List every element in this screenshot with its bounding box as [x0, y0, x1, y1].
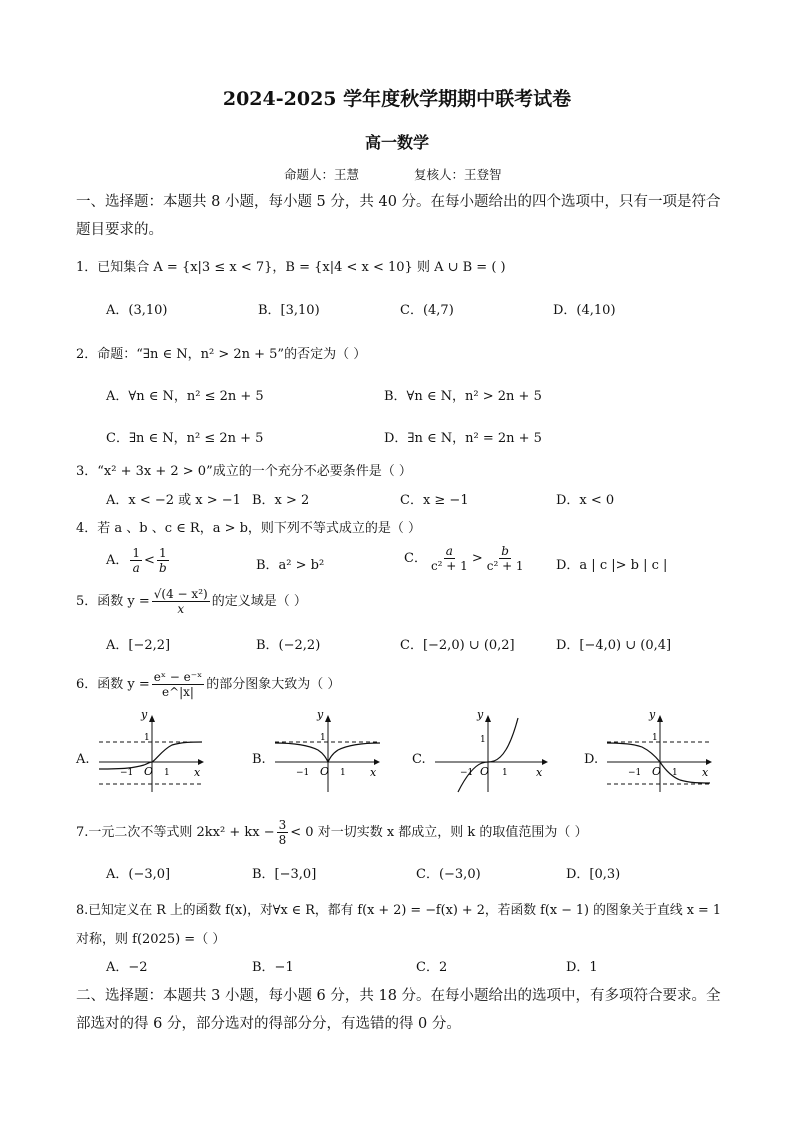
tick-one-x: 1	[340, 768, 346, 778]
tick-one-y: 1	[480, 735, 486, 745]
x-axis-arrow	[542, 759, 548, 765]
option-c-label: C．	[404, 551, 427, 566]
question-7-prefix: 7.一元二次不等式则 2kx² + kx −	[76, 825, 275, 840]
question-8-option-c[interactable]: C．2	[416, 960, 448, 975]
denominator: c² + 1	[430, 559, 468, 573]
fraction-a-over-c2-plus-1	[429, 544, 470, 573]
question-5-stem	[76, 587, 307, 616]
question-5-option-b[interactable]: B．(−2,2)	[256, 638, 321, 653]
numerator: √(4 − x²)	[153, 587, 208, 601]
y-axis-arrow	[657, 715, 663, 722]
graph-d-label: D.	[584, 752, 599, 767]
exam-title: 2024-2025 学年度秋学期期中联考试卷	[222, 88, 572, 110]
question-7-option-d[interactable]: D．[0,3)	[566, 867, 621, 882]
question-8-option-a[interactable]: A．−2	[106, 960, 148, 975]
question-5-option-d[interactable]: D．[−4,0) ∪ (0,4]	[556, 638, 672, 653]
question-5-prefix: 5．函数 y =	[76, 594, 150, 609]
question-3-option-b[interactable]: B．x > 2	[252, 493, 310, 508]
question-7-suffix: < 0 对一切实数 x 都成立，则 k 的取值范围为（ ）	[290, 825, 588, 840]
question-author: 命题人：王慧	[284, 167, 360, 182]
numerator: 1	[158, 546, 167, 560]
question-4-option-c[interactable]	[404, 544, 528, 573]
origin-label: O	[320, 765, 330, 778]
denominator: c² + 1	[486, 559, 524, 573]
graph-a-plot	[94, 712, 206, 794]
question-5-option-c[interactable]: C．[−2,0) ∪ (0,2]	[400, 638, 515, 653]
tick-one-x: 1	[502, 768, 508, 778]
fraction-1-over-b	[157, 546, 169, 575]
denominator: e^|x|	[161, 685, 194, 699]
question-5-option-a[interactable]: A．[−2,2]	[106, 638, 171, 653]
tick-one-x: 1	[672, 768, 678, 778]
fraction-3-over-8	[277, 818, 289, 847]
denominator: a	[132, 561, 140, 575]
question-7-option-a[interactable]: A．(−3,0]	[106, 867, 171, 882]
x-label: x	[536, 766, 543, 779]
origin-label: O	[144, 765, 154, 778]
tick-neg-one: −1	[120, 768, 134, 778]
question-3-option-a[interactable]: A．x < −2 或 x > −1	[106, 493, 241, 508]
x-axis-arrow	[374, 759, 380, 765]
question-1-option-a[interactable]: A．(3,10)	[106, 303, 168, 318]
numerator: 1	[132, 546, 141, 560]
exam-subject: 高一数学	[364, 133, 429, 152]
origin-label: O	[652, 765, 662, 778]
question-6-stem	[76, 670, 340, 699]
question-2-option-c[interactable]: C．∃n ∈ N，n² ≤ 2n + 5	[106, 431, 264, 446]
greater-than-sign: >	[471, 551, 483, 566]
denominator: 8	[278, 833, 287, 847]
graph-c-label: C.	[412, 752, 426, 767]
section-one-heading: 一、选择题：本题共 8 小题，每小题 5 分，共 40 分。在每小题给出的四个选项中，只有一项是符合题目要求的。	[76, 194, 721, 238]
graph-d-plot	[602, 712, 714, 794]
numerator: eˣ − e⁻ˣ	[153, 670, 203, 684]
graph-b-label: B.	[252, 752, 266, 767]
question-5-fraction	[152, 587, 210, 616]
x-label: x	[194, 766, 201, 779]
question-7-option-b[interactable]: B．[−3,0]	[252, 867, 317, 882]
question-7-stem	[76, 818, 588, 847]
question-1-option-c[interactable]: C．(4,7)	[400, 303, 454, 318]
section-two-heading: 二、选择题：本题共 3 小题，每小题 6 分，共 18 分。在每小题给出的选项中，有多项符合要求。全部选对的得 6 分，部分选对的得部分分，有选错的得 0 分。	[76, 988, 721, 1032]
y-axis-arrow	[485, 715, 491, 722]
question-6-prefix: 6．函数 y =	[76, 677, 150, 692]
question-7-option-c[interactable]: C．(−3,0)	[416, 867, 481, 882]
y-label: y	[317, 712, 324, 721]
numerator: b	[501, 544, 509, 558]
numerator: 3	[278, 818, 287, 832]
question-3-option-d[interactable]: D．x < 0	[556, 493, 615, 508]
question-8-option-b[interactable]: B．−1	[252, 960, 294, 975]
question-reviewer: 复核人：王登智	[414, 167, 502, 182]
tick-one-y: 1	[144, 733, 150, 743]
question-1-stem: 1．已知集合 A = {x|3 ≤ x < 7}，B = {x|4 < x < 10} 则 A ∪ B = ( )	[76, 260, 506, 275]
question-2-option-d[interactable]: D．∃n ∈ N，n² = 2n + 5	[384, 431, 542, 446]
denominator: x	[177, 602, 185, 616]
tick-neg-one: −1	[628, 768, 642, 778]
question-4-option-b[interactable]: B．a² > b²	[256, 558, 325, 573]
question-2-option-a[interactable]: A．∀n ∈ N，n² ≤ 2n + 5	[106, 389, 264, 404]
question-2-stem: 2．命题：“∃n ∈ N，n² > 2n + 5”的否定为（ ）	[76, 347, 367, 362]
question-8-stem-line-1: 8.已知定义在 R 上的函数 f(x)，对∀x ∈ R，都有 f(x + 2) = −f(x) + 2，若函数 f(x − 1) 的图象关于直线 x = 1	[76, 903, 721, 918]
x-label: x	[370, 766, 377, 779]
x-label: x	[702, 766, 709, 779]
question-3-option-c[interactable]: C．x ≥ −1	[400, 493, 469, 508]
tick-one-x: 1	[164, 768, 170, 778]
fraction-b-over-c2-plus-1	[485, 544, 526, 573]
y-label: y	[649, 712, 656, 721]
numerator: a	[445, 544, 453, 558]
question-1-option-b[interactable]: B．[3,10)	[258, 303, 320, 318]
graph-c-plot	[430, 712, 550, 794]
question-8-option-d[interactable]: D．1	[566, 960, 598, 975]
tick-one-y: 1	[652, 733, 658, 743]
question-8-stem-line-2: 对称，则 f(2025) =（ ）	[76, 932, 226, 947]
question-4-option-a[interactable]	[106, 546, 171, 575]
origin-label: O	[480, 765, 490, 778]
option-a-label: A．	[106, 553, 129, 568]
denominator: b	[158, 561, 167, 575]
tick-neg-one: −1	[296, 768, 310, 778]
x-axis-arrow	[198, 759, 204, 765]
fraction-1-over-a	[130, 546, 142, 575]
less-than-sign: <	[144, 553, 155, 568]
question-3-stem: 3．“x² + 3x + 2 > 0”成立的一个充分不必要条件是（ ）	[76, 464, 412, 479]
question-4-option-d[interactable]: D．a | c |> b | c |	[556, 558, 668, 573]
question-5-suffix: 的定义域是（ ）	[211, 594, 307, 609]
y-label: y	[477, 712, 484, 721]
graph-a-label: A.	[76, 752, 90, 767]
question-4-stem: 4．若 a 、b 、c ∈ R，a > b，则下列不等式成立的是（ ）	[76, 521, 422, 536]
tick-neg-one: −1	[460, 768, 474, 778]
y-label: y	[141, 712, 148, 721]
y-axis-arrow	[325, 715, 331, 722]
graph-b-plot	[270, 712, 382, 794]
question-6-fraction	[152, 670, 204, 699]
question-6-suffix: 的部分图象大致为（ ）	[206, 677, 341, 692]
x-axis-arrow	[706, 759, 712, 765]
question-1-option-d[interactable]: D．(4,10)	[553, 303, 616, 318]
tick-one-y: 1	[320, 733, 326, 743]
y-axis-arrow	[149, 715, 155, 722]
question-2-option-b[interactable]: B．∀n ∈ N，n² > 2n + 5	[384, 389, 542, 404]
